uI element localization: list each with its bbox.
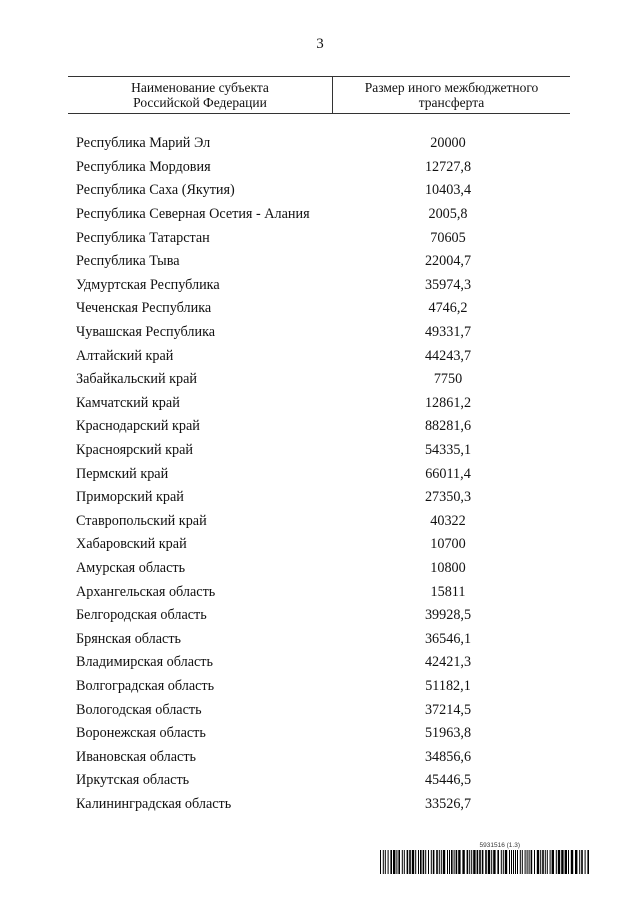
table-row — [68, 722, 570, 746]
subject-name: Пермский край — [76, 465, 169, 482]
transfer-amount: 27350,3 — [424, 489, 472, 506]
subject-name: Белгородская область — [76, 607, 207, 624]
subject-name: Воронежская область — [76, 725, 206, 742]
table-row — [68, 745, 570, 769]
table-header — [68, 76, 570, 114]
table-row — [68, 604, 570, 628]
transfer-amount: 42421,3 — [424, 654, 472, 671]
table-row — [68, 651, 570, 675]
table-row — [68, 486, 570, 510]
table-row — [68, 368, 570, 392]
table-row — [68, 533, 570, 557]
transfer-amount: 4746,2 — [428, 300, 468, 317]
transfer-amount: 2005,8 — [428, 206, 468, 223]
table-row — [68, 203, 570, 227]
transfer-amount: 33526,7 — [424, 795, 472, 812]
subject-name: Владимирская область — [76, 654, 213, 671]
subject-name: Приморский край — [76, 489, 184, 506]
transfer-amount: 54335,1 — [424, 442, 472, 459]
subject-name: Калининградская область — [76, 795, 232, 812]
subject-name: Амурская область — [76, 559, 186, 576]
transfer-amount: 12861,2 — [424, 394, 472, 411]
table-row — [68, 769, 570, 793]
document-stamp — [380, 842, 590, 879]
subject-name: Иркутская область — [76, 772, 190, 789]
table-body — [68, 132, 570, 816]
table-row — [68, 510, 570, 534]
table-row — [68, 321, 570, 345]
subject-name: Алтайский край — [76, 347, 174, 364]
header-subject — [68, 77, 333, 113]
table-row — [68, 557, 570, 581]
subject-name: Удмуртская Республика — [76, 276, 220, 293]
header-amount — [333, 77, 570, 113]
subject-name: Ивановская область — [76, 748, 197, 765]
header-amount-line-2: трансферта — [418, 95, 485, 110]
subject-name: Республика Тыва — [76, 253, 180, 270]
transfer-amount: 22004,7 — [424, 253, 472, 270]
subject-name: Ставропольский край — [76, 512, 207, 529]
transfer-table — [68, 76, 570, 816]
subject-name: Республика Марий Эл — [76, 135, 211, 152]
transfer-amount: 51963,8 — [424, 725, 472, 742]
table-row — [68, 156, 570, 180]
page-number: 3 — [316, 36, 324, 52]
table-row — [68, 675, 570, 699]
subject-name: Архангельская область — [76, 583, 216, 600]
subject-name: Республика Татарстан — [76, 229, 210, 246]
subject-name: Вологодская область — [76, 701, 202, 718]
transfer-amount: 15811 — [430, 583, 466, 600]
subject-name: Волгоградская область — [76, 677, 215, 694]
subject-name: Республика Северная Осетия - Алания — [76, 206, 310, 223]
transfer-amount: 45446,5 — [424, 772, 472, 789]
table-row — [68, 580, 570, 604]
transfer-amount: 70605 — [430, 229, 466, 246]
subject-name: Камчатский край — [76, 394, 180, 411]
transfer-amount: 34856,6 — [424, 748, 472, 765]
subject-name: Республика Мордовия — [76, 158, 211, 175]
transfer-amount: 10403,4 — [424, 182, 472, 199]
table-row — [68, 179, 570, 203]
transfer-amount: 10700 — [430, 536, 466, 553]
transfer-amount: 51182,1 — [425, 677, 471, 694]
subject-name: Забайкальский край — [76, 371, 197, 388]
table-row — [68, 462, 570, 486]
table-row — [68, 226, 570, 250]
transfer-amount: 7750 — [433, 371, 463, 388]
header-amount-line-1: Размер иного межбюджетного — [364, 80, 539, 95]
subject-name: Чувашская Республика — [76, 324, 216, 341]
header-subject-line-2: Российской Федерации — [133, 95, 267, 110]
transfer-amount: 37214,5 — [424, 701, 472, 718]
transfer-amount: 66011,4 — [425, 465, 471, 482]
table-row — [68, 415, 570, 439]
barcode — [380, 850, 590, 874]
table-row — [68, 132, 570, 156]
header-subject-line-1: Наименование субъекта — [131, 80, 269, 95]
subject-name: Чеченская Республика — [76, 300, 212, 317]
transfer-amount: 10800 — [430, 559, 466, 576]
table-row — [68, 439, 570, 463]
transfer-amount: 44243,7 — [424, 347, 472, 364]
stamp-code: 5931516 (1.3) — [479, 842, 520, 849]
subject-name: Хабаровский край — [76, 536, 187, 553]
table-row — [68, 250, 570, 274]
transfer-amount: 49331,7 — [424, 324, 472, 341]
transfer-amount: 39928,5 — [424, 607, 472, 624]
table-row — [68, 392, 570, 416]
transfer-amount: 36546,1 — [424, 630, 472, 647]
transfer-amount: 12727,8 — [424, 158, 472, 175]
table-row — [68, 344, 570, 368]
subject-name: Брянская область — [76, 630, 182, 647]
transfer-amount: 88281,6 — [424, 418, 472, 435]
subject-name: Республика Саха (Якутия) — [76, 182, 235, 199]
table-row — [68, 698, 570, 722]
transfer-amount: 40322 — [430, 512, 466, 529]
table-row — [68, 793, 570, 817]
subject-name: Краснодарский край — [76, 418, 200, 435]
transfer-amount: 35974,3 — [424, 276, 472, 293]
table-row — [68, 274, 570, 298]
table-row — [68, 297, 570, 321]
subject-name: Красноярский край — [76, 442, 193, 459]
transfer-amount: 20000 — [430, 135, 466, 152]
table-row — [68, 627, 570, 651]
